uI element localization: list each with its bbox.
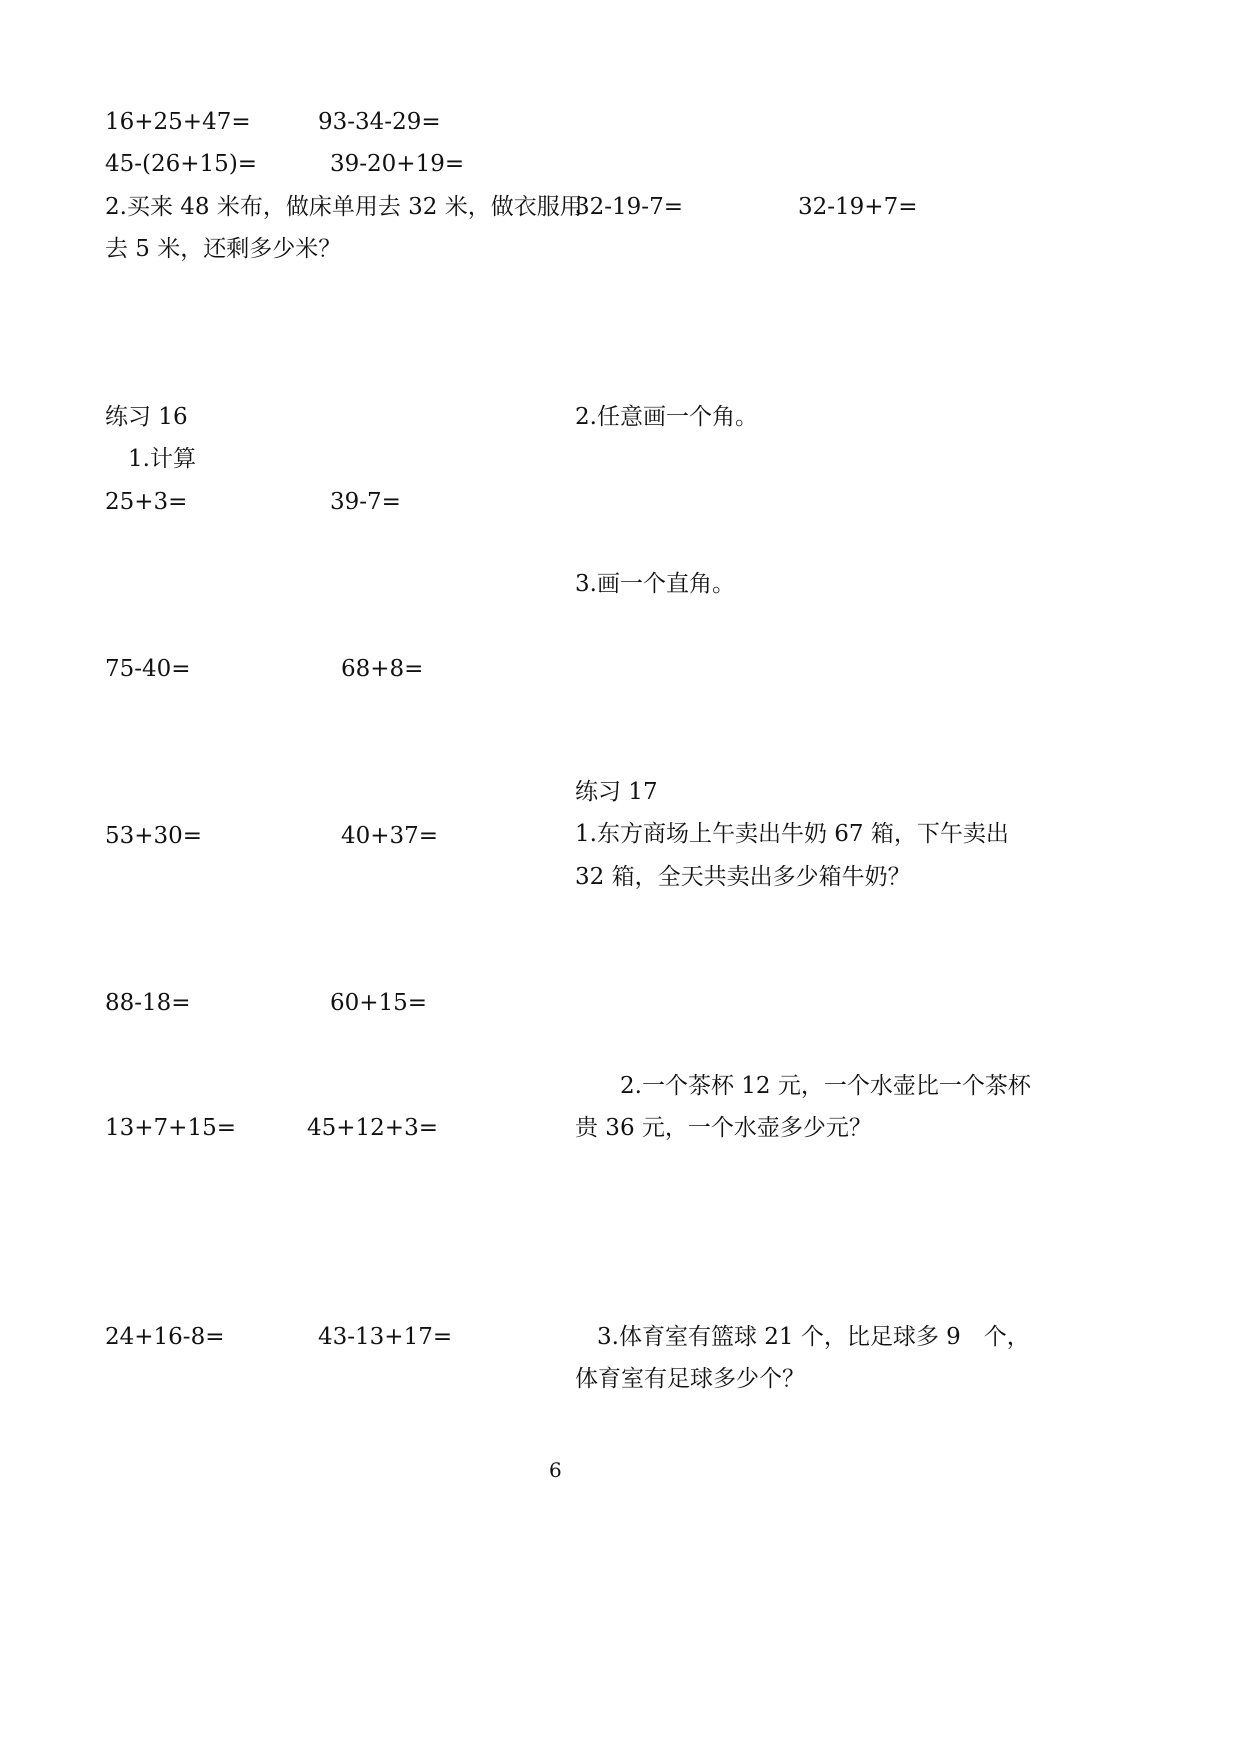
section-title: 练习 16 (105, 404, 188, 430)
word-problem-line: 2.买来 48 米布，做床单用去 32 米，做衣服用 (105, 194, 583, 220)
question: 3.画一个直角。 (575, 571, 735, 597)
expression: 60+15= (330, 990, 428, 1016)
expression: 88-18= (105, 990, 191, 1016)
word-problem-line: 32 箱，全天共卖出多少箱牛奶？ (575, 864, 911, 890)
section-title: 练习 17 (575, 779, 658, 805)
expression: 53+30= (105, 823, 203, 849)
expression: 40+37= (341, 823, 439, 849)
expression: 24+16-8= (105, 1324, 225, 1350)
question: 2.任意画一个角。 (575, 404, 758, 430)
expression: 39-20+19= (330, 151, 465, 177)
expression: 45-(26+15)= (105, 151, 258, 177)
subsection-title: 1.计算 (128, 446, 196, 472)
expression: 16+25+47= (105, 109, 251, 135)
page-number: 6 (549, 1458, 562, 1482)
expression: 32-19+7= (798, 194, 918, 220)
expression: 13+7+15= (105, 1115, 236, 1141)
expression: 43-13+17= (318, 1324, 453, 1350)
expression: 68+8= (341, 656, 424, 682)
expression: 45+12+3= (307, 1115, 438, 1141)
expression: 39-7= (330, 489, 401, 515)
expression: 75-40= (105, 656, 191, 682)
word-problem-line: 2.一个茶杯 12 元，一个水壶比一个茶杯 (620, 1073, 1031, 1099)
expression: 32-19-7= (575, 194, 683, 220)
expression: 25+3= (105, 489, 188, 515)
word-problem-line: 去 5 米，还剩多少米？ (105, 236, 342, 262)
word-problem-line: 贵 36 元，一个水壶多少元？ (575, 1115, 872, 1141)
word-problem-line: 1.东方商场上午卖出牛奶 67 箱，下午卖出 (575, 821, 1009, 847)
word-problem-line: 体育室有足球多少个？ (575, 1366, 805, 1392)
word-problem-line: 3.体育室有篮球 21 个，比足球多 9 个， (597, 1324, 1030, 1350)
expression: 93-34-29= (318, 109, 441, 135)
